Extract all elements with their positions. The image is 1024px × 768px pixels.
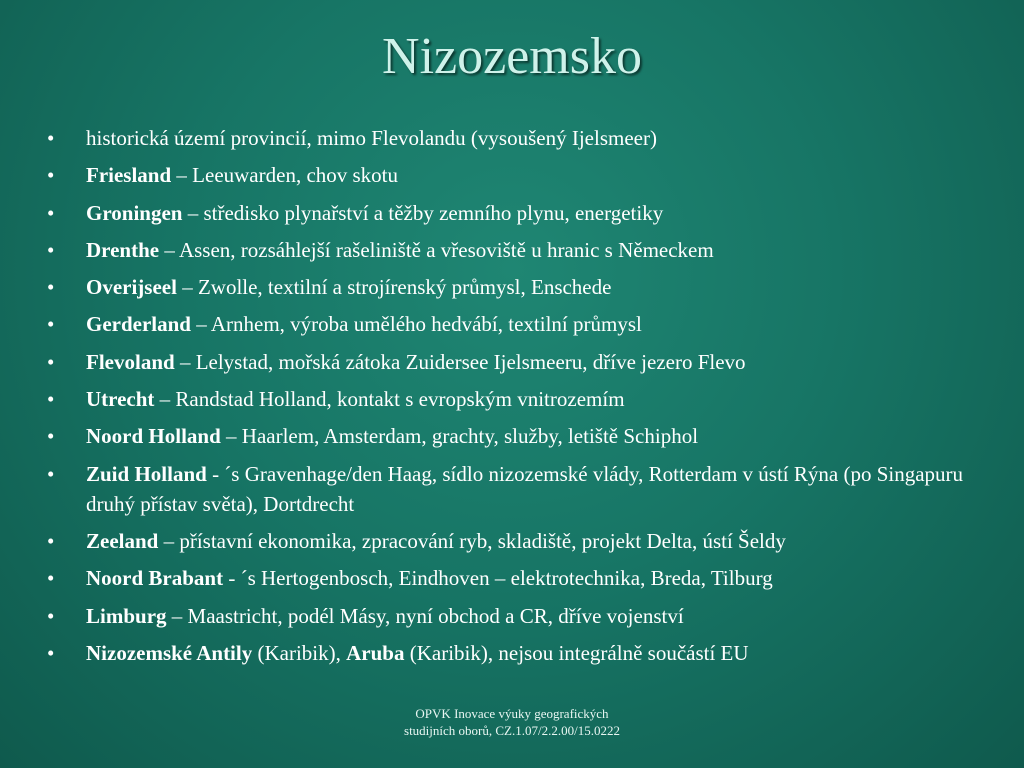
province-name: Limburg	[86, 603, 167, 628]
bullet-item	[44, 123, 1004, 153]
slide-title: Nizozemsko	[382, 28, 642, 85]
territory-description: (Karibik), nejsou integrálně součástí EU	[404, 640, 749, 665]
province-name: Noord Holland	[86, 424, 221, 449]
bullet-list	[44, 123, 1004, 675]
bullet-item	[44, 421, 1004, 451]
province-description: – Arnhem, výroba umělého hedvábí, textilní průmysl	[191, 312, 642, 337]
province-description: - ´s Gravenhage/den Haag, sídlo nizozemské vlády, Rotterdam v ústí Rýna (po Singapuru druhý přístav světa), Dortdrecht	[86, 461, 964, 516]
bullet-item	[44, 347, 1004, 377]
province-description: – Assen, rozsáhlejší rašeliniště a vřesoviště u hranic s Německem	[159, 237, 714, 262]
territory-description: (Karibik),	[252, 640, 347, 665]
province-description: – Zwolle, textilní a strojírenský průmysl, Enschede	[176, 275, 612, 300]
province-name: Flevoland	[86, 349, 175, 374]
province-description: – Maastricht, podél Másy, nyní obchod a CR, dříve vojenství	[166, 603, 684, 628]
territory-name: Nizozemské Antily	[86, 640, 253, 665]
bullet-item	[44, 160, 1004, 190]
province-name: Drenthe	[86, 237, 160, 262]
province-name: Utrecht	[86, 387, 155, 412]
bullet-item	[44, 384, 1004, 414]
province-description: – Randstad Holland, kontakt s evropským vnitrozemím	[154, 387, 625, 412]
bullet-item	[44, 235, 1004, 265]
bullet-text: historická území provincií, mimo Flevolandu (vysoušený Ijelsmeer)	[86, 126, 657, 150]
bullet-item	[44, 309, 1004, 339]
footer-line: OPVK Inovace výuky geografických	[415, 706, 609, 721]
province-name: Noord Brabant	[86, 566, 224, 591]
bullet-item	[44, 526, 1004, 556]
province-description: – Lelystad, mořská zátoka Zuidersee Ijelsmeeru, dříve jezero Flevo	[174, 349, 746, 374]
footer-line: studijních oborů, CZ.1.07/2.2.00/15.0222	[404, 723, 620, 738]
province-name: Groningen	[86, 200, 183, 225]
province-description: - ´s Hertogenbosch, Eindhoven – elektrotechnika, Breda, Tilburg	[223, 566, 773, 591]
bullet-item	[44, 272, 1004, 302]
province-description: – Leeuwarden, chov skotu	[171, 163, 399, 188]
province-name: Friesland	[86, 163, 172, 188]
province-name: Zuid Holland	[86, 461, 207, 486]
province-name: Overijseel	[86, 275, 177, 300]
bullet-item	[44, 198, 1004, 228]
slide-footer	[312, 705, 712, 739]
province-description: – přístavní ekonomika, zpracování ryb, skladiště, projekt Delta, ústí Šeldy	[158, 528, 786, 553]
bullet-item	[44, 601, 1004, 631]
province-description: – středisko plynařství a těžby zemního plynu, energetiky	[182, 200, 664, 225]
bullet-item	[44, 563, 1004, 593]
province-name: Zeeland	[86, 528, 159, 553]
bullet-item	[44, 638, 1004, 668]
bullet-item	[44, 459, 1004, 519]
province-name: Gerderland	[86, 312, 191, 337]
territory-name: Aruba	[346, 640, 405, 665]
province-description: – Haarlem, Amsterdam, grachty, služby, letiště Schiphol	[220, 424, 699, 449]
